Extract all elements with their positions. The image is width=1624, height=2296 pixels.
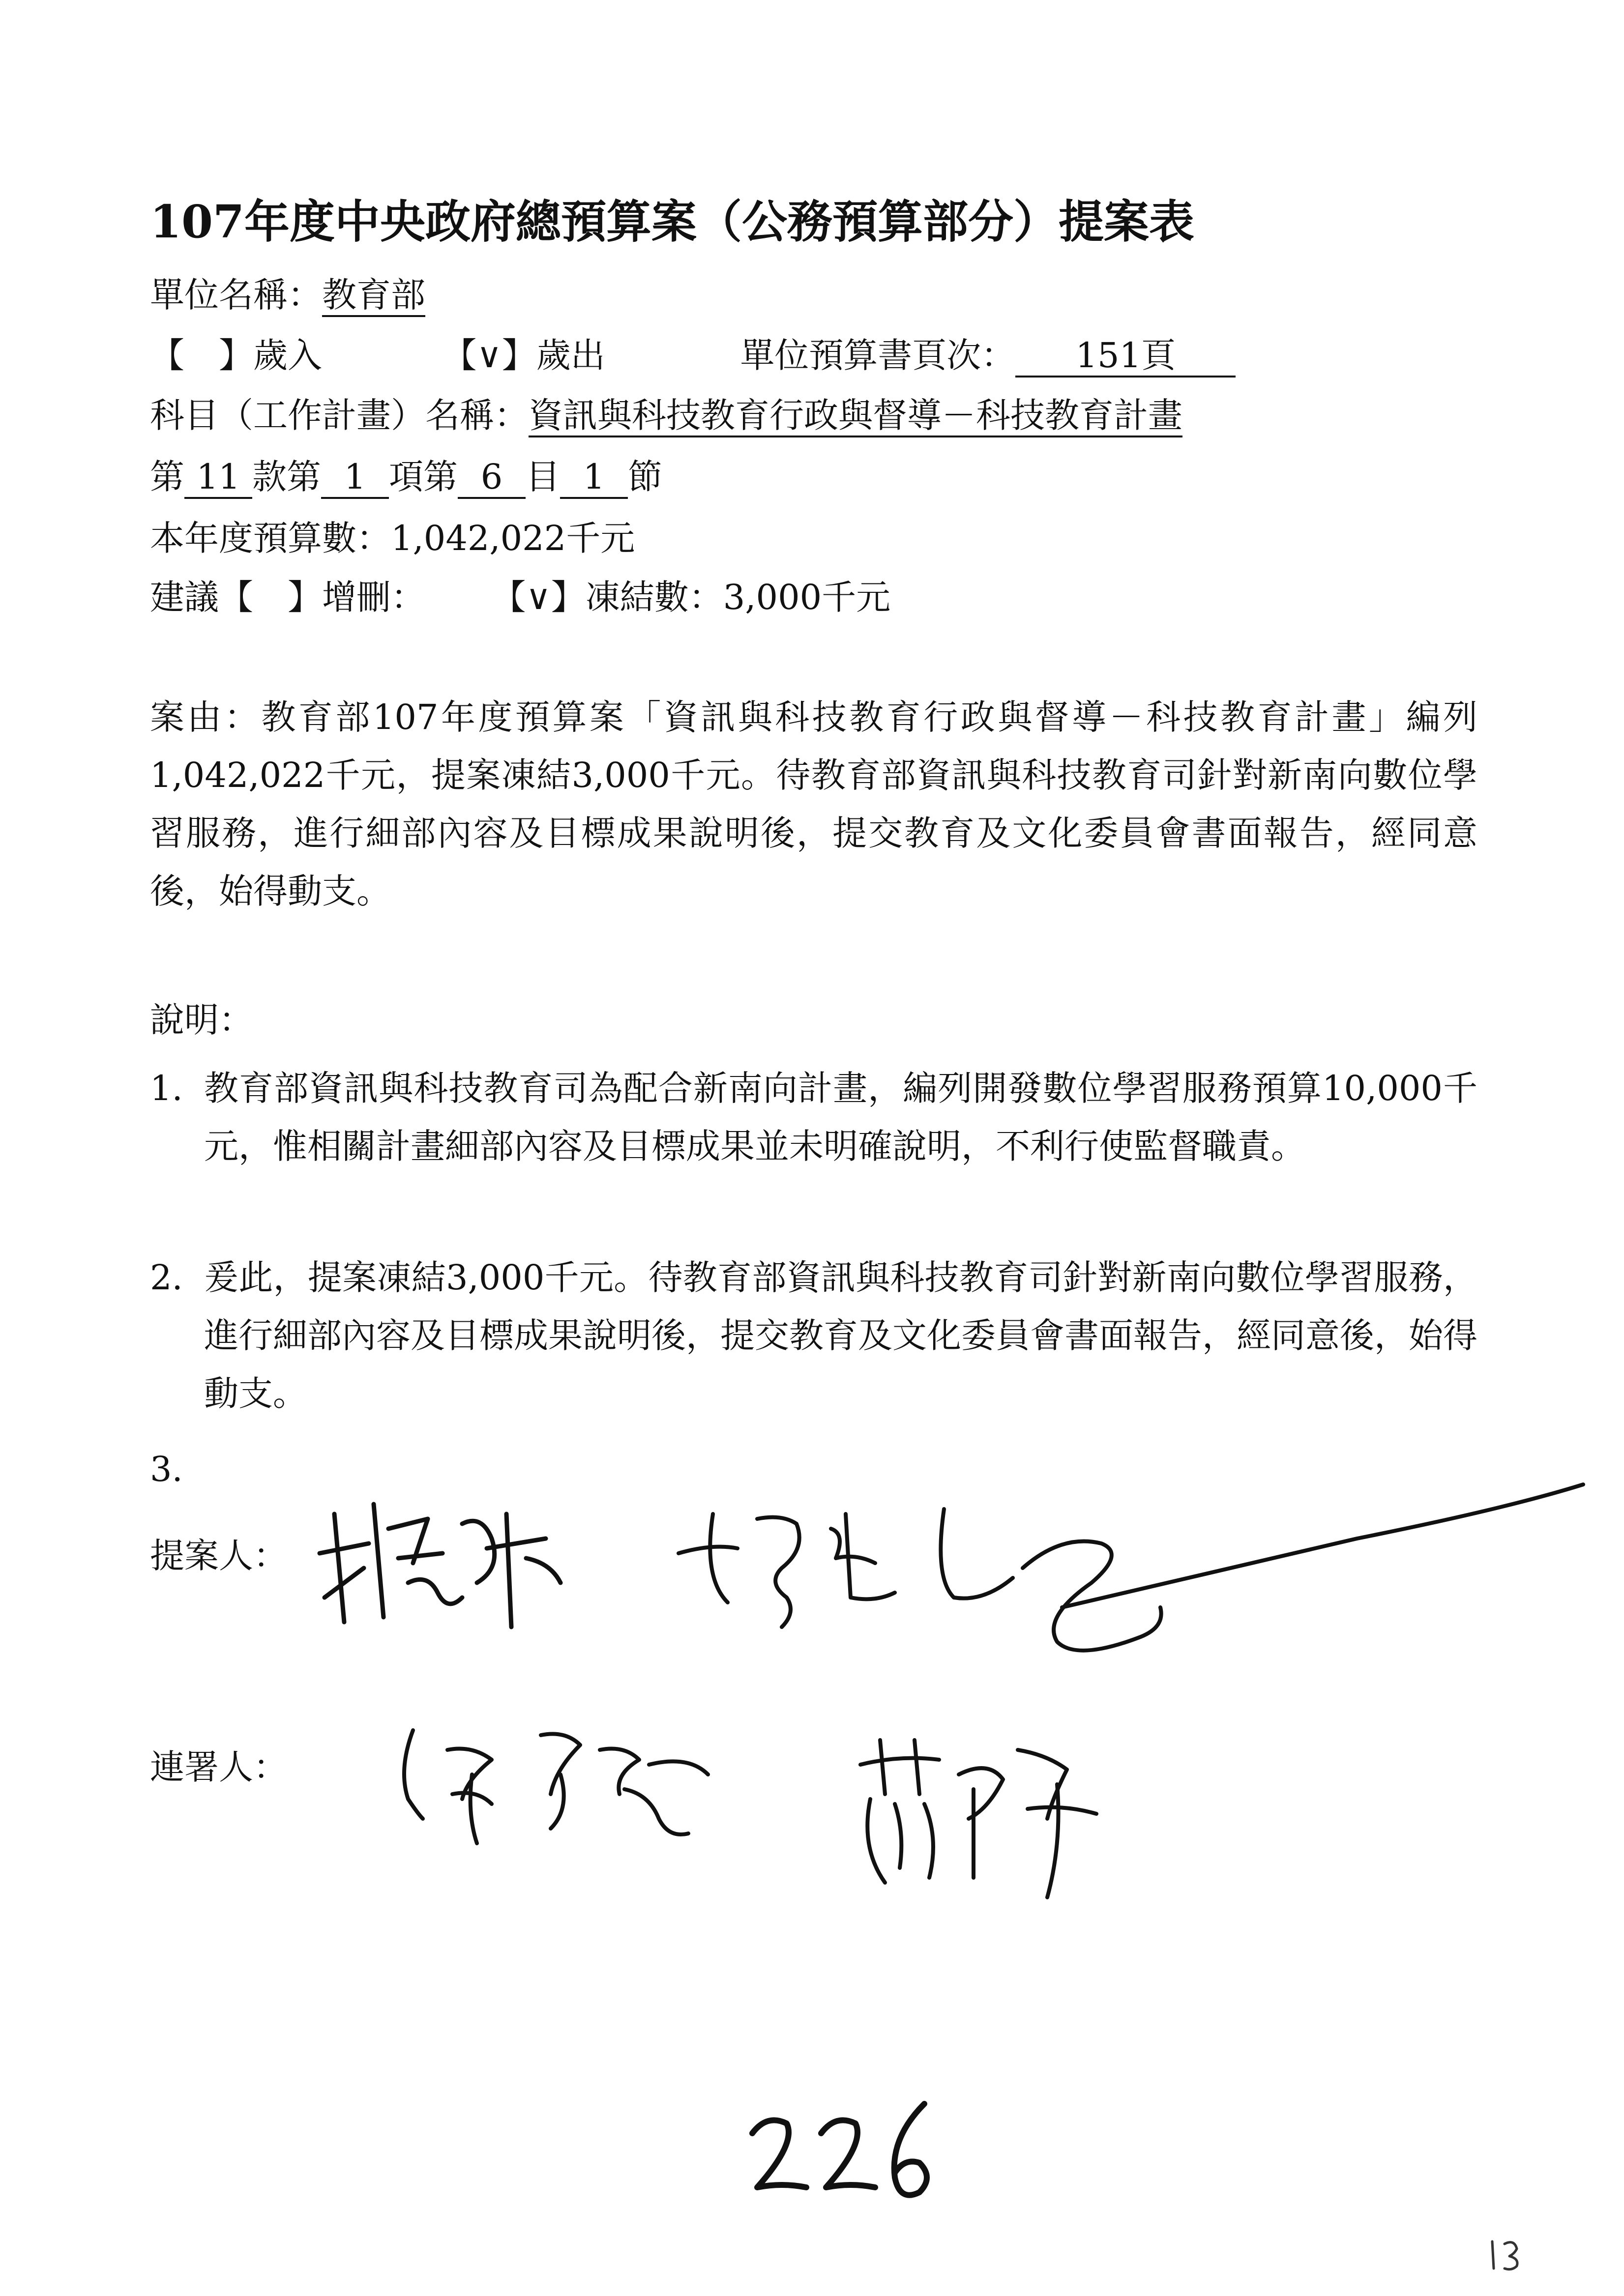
item-text: 教育部資訊與科技教育司為配合新南向計畫，編列開發數位學習服務預算10,000千元，惟相關計畫細部內容及目標成果並未明確說明，不利行使監督職責。: [204, 1068, 1477, 1166]
unit-value: 教育部: [322, 278, 425, 317]
section-text: 款第: [252, 457, 321, 497]
cosigner-signature-1: [393, 1701, 738, 1858]
suggestion-row: [150, 577, 891, 617]
section-text: 節: [628, 457, 662, 497]
explanation-label: 說明：: [150, 1000, 253, 1040]
kuan-value: 11: [184, 460, 252, 499]
jie-value: 1: [560, 460, 628, 499]
corner-mark: [1485, 2232, 1529, 2276]
budget-amount: 本年度預算數：1,042,022千元: [150, 518, 635, 558]
revenue-label: 歲入: [253, 335, 322, 376]
budget-book-page-value: 151頁: [1015, 338, 1236, 378]
section-text: 項第: [389, 457, 458, 497]
section-text: 第: [150, 457, 184, 497]
proposer-label: 提案人：: [150, 1536, 288, 1576]
form-title: 107年度中央政府總預算案（公務預算部分）提案表: [150, 195, 1195, 248]
cosigner-label: 連署人：: [150, 1747, 288, 1787]
reason-paragraph: 案由：教育部107年度預算案「資訊與科技教育行政與督導－科技教育計畫」編列1,042,022千元，提案凍結3,000千元。待教育部資訊與科技教育司針對新南向數位學習服務，進行細部內容及目標成果說明後，提交教育及文化委員會書面報告，經同意後，始得動支。: [150, 697, 1477, 911]
cosigner-signature-2: [841, 1720, 1116, 1907]
proposer-signature-2: [669, 1455, 1593, 1681]
type-row: [150, 335, 1236, 378]
item-number: 3.: [150, 1449, 183, 1489]
section-row: [150, 457, 662, 499]
revenue-checkbox: 【 】: [150, 335, 253, 376]
xiang-value: 1: [321, 460, 389, 499]
item-number: 1.: [150, 1068, 183, 1108]
unit-label: 單位名稱：: [150, 275, 322, 315]
explanation-item: [150, 1249, 1477, 1423]
suggestion-label: 建議【 】增刪：: [150, 577, 425, 617]
expense-label: 歲出: [536, 335, 605, 376]
section-text: 目: [526, 457, 560, 497]
item-text: 爰此，提案凍結3,000千元。待教育部資訊與科技教育司針對新南向數位學習服務，進行細部內容及目標成果說明後，提交教育及文化委員會書面報告，經同意後，始得動支。: [204, 1257, 1477, 1414]
proposer-signature-1: [315, 1484, 590, 1632]
unit-row: [150, 275, 425, 317]
budget-book-page-label: 單位預算書頁次：: [740, 335, 1016, 376]
item-number: 2.: [150, 1257, 183, 1298]
subject-label: 科目（工作計畫）名稱：: [150, 395, 529, 436]
explanation-item: [150, 1059, 1477, 1175]
mu-value: 6: [458, 460, 526, 499]
expense-checkbox: 【∨】: [442, 335, 536, 376]
freeze-amount: 【∨】凍結數：3,000千元: [491, 577, 891, 617]
subject-row: [150, 395, 1182, 437]
subject-value: 資訊與科技教育行政與督導－科技教育計畫: [529, 398, 1182, 437]
handwritten-page-number: [738, 2089, 944, 2217]
